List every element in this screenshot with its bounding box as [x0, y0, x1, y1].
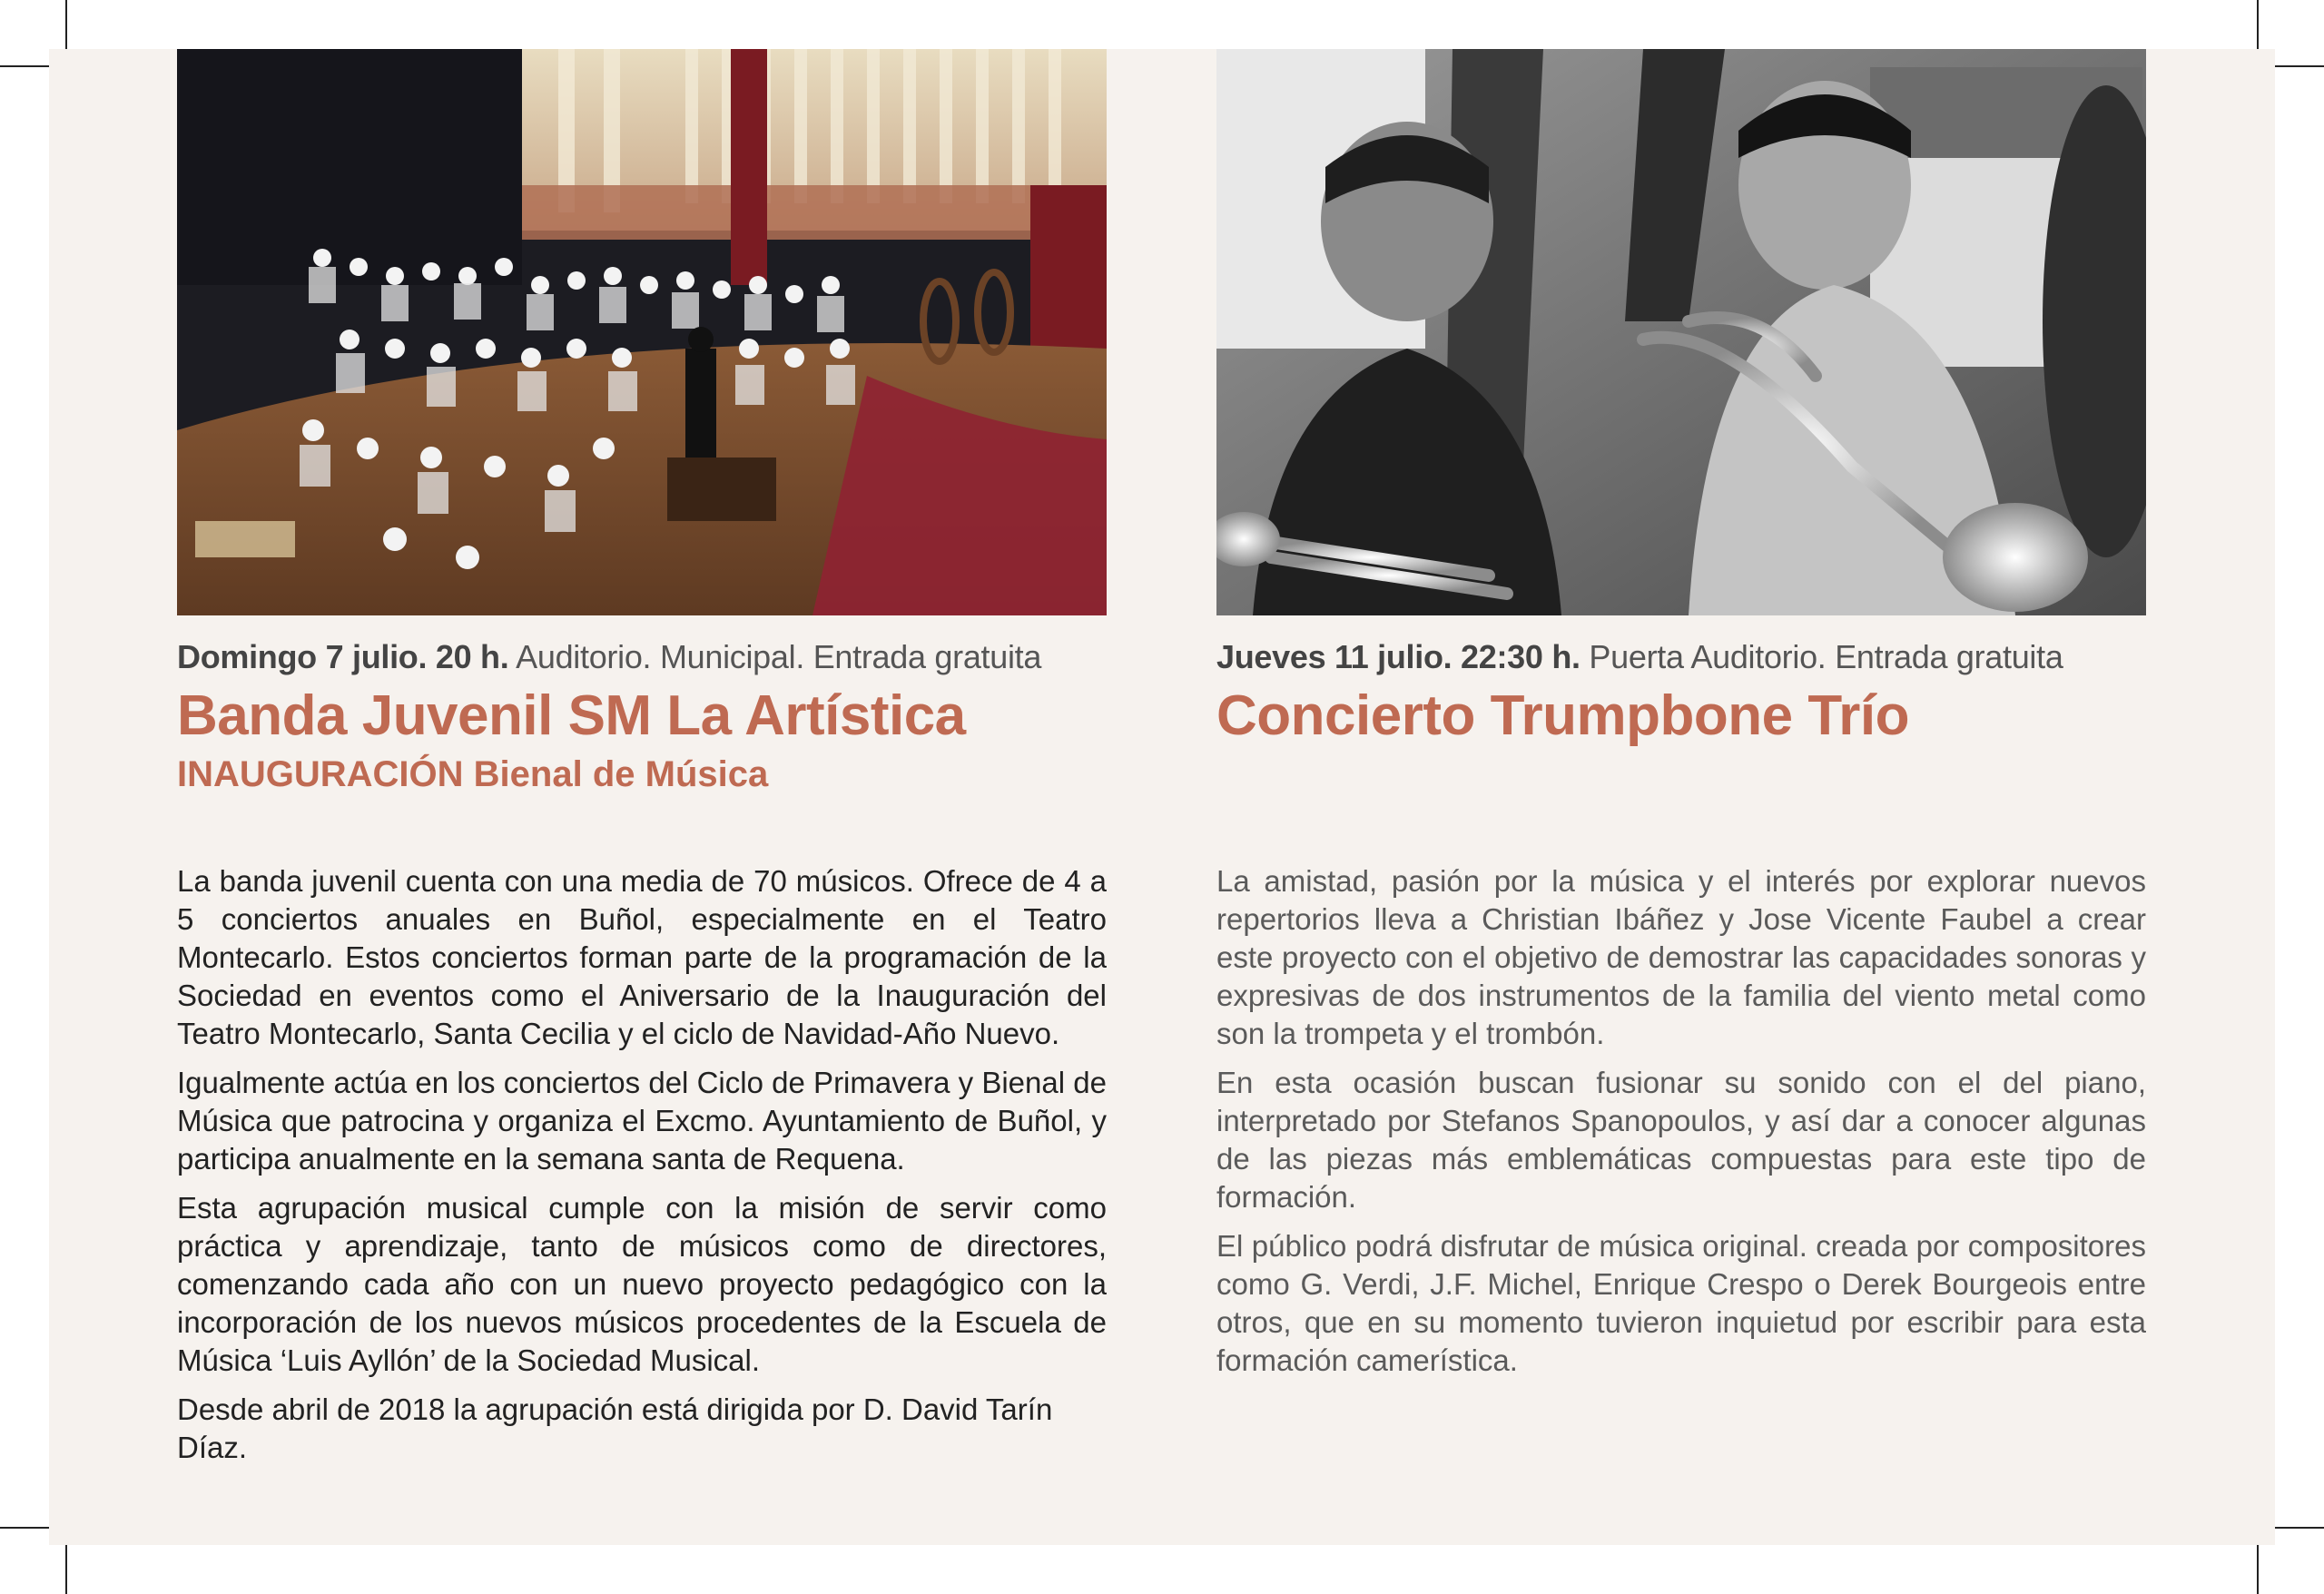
description-paragraph: Igualmente actúa en los conciertos del Ciclo de Primavera y Bienal de Música que patrocina y organiza el Excmo. Ayuntamiento de Buñol, y participa anualmente en la semana santa de Requena.	[177, 1066, 1107, 1176]
band-concert-image	[177, 49, 1107, 615]
event-title: Concierto Trumpbone Trío	[1216, 684, 1910, 747]
crop-mark	[2257, 0, 2259, 49]
event-date-location	[1216, 637, 2146, 677]
crop-mark	[0, 65, 49, 67]
crop-mark	[2257, 1545, 2259, 1594]
description-paragraph: La amistad, pasión por la música y el interés por explorar nuevos repertorios lleva a Christian Ibáñez y Jose Vicente Faubel a crear este proyecto con el objetivo de demostrar las capacidades sonoras y expresivas de dos instrumentos de la familia del viento metal como son la trompeta y el trombón.	[1216, 864, 2146, 1050]
event-right	[1216, 49, 2146, 1377]
trio-musicians-image	[1216, 49, 2146, 615]
crop-mark	[0, 1527, 49, 1529]
event-date-time: Jueves 11 julio. 22:30 h.	[1216, 638, 1581, 675]
description-paragraph: Desde abril de 2018 la agrupación está dirigida por D. David Tarín Díaz.	[177, 1392, 1053, 1464]
event-subtitle	[177, 752, 1107, 797]
event-subtitle-strong: INAUGURACIÓN	[177, 754, 464, 794]
description-paragraph: El público podrá disfrutar de música original. creada por compositores como G. Verdi, J.F. Michel, Enrique Crespo o Derek Bourgeois entre otros, que en su momento tuvieron inquietud por escribir para esta formación camerística.	[1216, 1229, 2146, 1377]
event-location: Auditorio. Municipal. Entrada gratuita	[516, 638, 1042, 675]
event-description	[1216, 862, 2146, 1391]
event-title: Banda Juvenil SM La Artística	[177, 684, 966, 747]
crop-mark	[65, 0, 67, 49]
event-date-location	[177, 637, 1107, 677]
event-subtitle-rest: Bienal de Música	[473, 754, 769, 794]
description-paragraph: La banda juvenil cuenta con una media de 70 músicos. Ofrece de 4 a 5 conciertos anuales en Buñol, especialmente en el Teatro Montecarlo. Estos conciertos forman parte de la programación de la Sociedad en eventos como el Aniversario de la Inauguración del Teatro Montecarlo, Santa Cecilia y el ciclo de Navidad-Año Nuevo.	[177, 864, 1107, 1050]
event-date-time: Domingo 7 julio. 20 h.	[177, 638, 509, 675]
trio-musicians-photo	[1216, 49, 2146, 615]
event-description	[177, 862, 1107, 1478]
description-paragraph: En esta ocasión buscan fusionar su sonido con el del piano, interpretado por Stefanos Spanopoulos, y así dar a conocer algunas de las piezas más emblemáticas compuestas para este tipo de formación.	[1216, 1066, 2146, 1214]
crop-mark	[2275, 1527, 2324, 1529]
event-left	[177, 49, 1107, 1464]
brochure-page	[49, 49, 2275, 1545]
crop-mark	[65, 1545, 67, 1594]
crop-mark	[2275, 65, 2324, 67]
event-location: Puerta Auditorio. Entrada gratuita	[1589, 638, 2063, 675]
description-paragraph: Esta agrupación musical cumple con la misión de servir como práctica y aprendizaje, tanto de músicos como de directores, comenzando cada año con un nuevo proyecto pedagógico con la incorporación de los nuevos músicos procedentes de la Escuela de Música ‘Luis Ayllón’ de la Sociedad Musical.	[177, 1191, 1107, 1377]
band-concert-photo	[177, 49, 1107, 615]
